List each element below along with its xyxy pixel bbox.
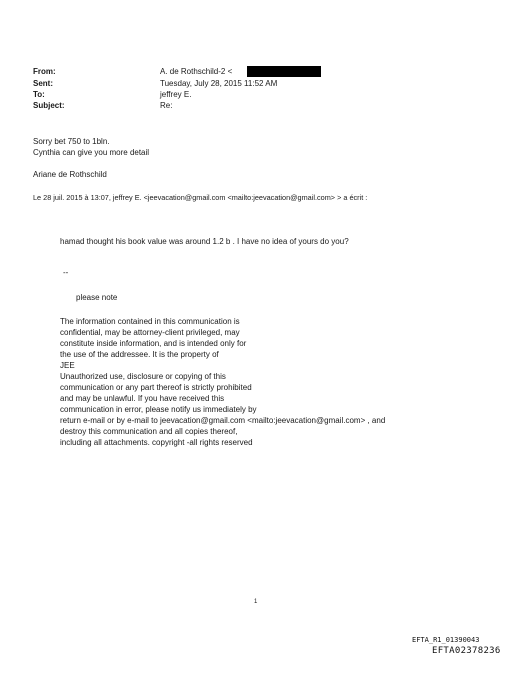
- quote-header: Le 28 juil. 2015 à 13:07, jeffrey E. <jeevacation@gmail.com <mailto:jeevacation@gmail.com> > a écrit :: [33, 193, 368, 202]
- subject-label: Subject:: [33, 101, 65, 110]
- body-line-1: Sorry bet 750 to 1bln.: [33, 137, 110, 146]
- from-label: From:: [33, 67, 56, 76]
- disclaimer-line: The information contained in this communication is: [60, 317, 240, 326]
- page-number: 1: [254, 599, 258, 605]
- disclaimer-line: constitute inside information, and is intended only for: [60, 339, 247, 348]
- disclaimer-line: communication in error, please notify us immediately by: [60, 405, 257, 414]
- subject-value: Re:: [160, 101, 173, 110]
- to-label: To:: [33, 90, 45, 99]
- from-value: A. de Rothschild-2 <: [160, 67, 233, 76]
- to-value: jeffrey E.: [160, 90, 192, 99]
- disclaimer-line: the use of the addressee. It is the property of: [60, 350, 219, 359]
- separator: --: [63, 268, 69, 277]
- signature: Ariane de Rothschild: [33, 170, 107, 179]
- disclaimer-line: JEE: [60, 361, 75, 370]
- sent-label: Sent:: [33, 79, 53, 88]
- body-line-2: Cynthia can give you more detail: [33, 148, 150, 157]
- please-note: please note: [76, 293, 118, 302]
- disclaimer-line: Unauthorized use, disclosure or copying of this: [60, 372, 226, 381]
- quoted-message: hamad thought his book value was around 1.2 b . I have no idea of yours do you?: [60, 237, 349, 246]
- disclaimer-line: and may be unlawful. If you have received this: [60, 394, 225, 403]
- disclaimer-line: communication or any part thereof is strictly prohibited: [60, 383, 252, 392]
- disclaimer-line: destroy this communication and all copies thereof,: [60, 427, 238, 436]
- bates-number-2: EFTA02378236: [432, 646, 501, 656]
- redaction-box: [247, 66, 321, 77]
- disclaimer-line: return e-mail or by e-mail to jeevacation@gmail.com <mailto:jeevacation@gmail.com> , and: [60, 416, 386, 425]
- bates-number-1: EFTA_R1_01390043: [412, 636, 480, 644]
- sent-value: Tuesday, July 28, 2015 11:52 AM: [160, 79, 278, 88]
- disclaimer-line: including all attachments. copyright -all rights reserved: [60, 438, 253, 447]
- disclaimer-line: confidential, may be attorney-client privileged, may: [60, 328, 240, 337]
